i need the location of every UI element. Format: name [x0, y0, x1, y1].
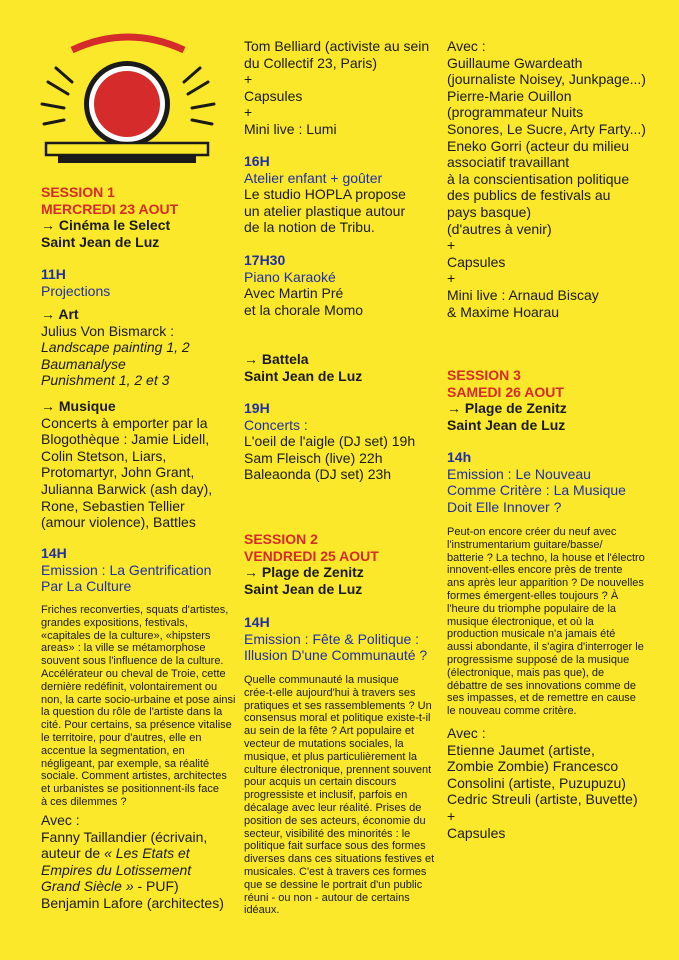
para-line: areas» : la ville se métamorphose [41, 642, 206, 655]
session-label: SESSION 1 [41, 184, 115, 200]
para-line: le nouveau comme critère. [447, 705, 577, 718]
session-2-guests [447, 38, 667, 320]
para-line: négligeant, par exemple, sa réalité [41, 757, 210, 770]
musique-line: Concerts à emporter par la [41, 414, 208, 431]
slot-title: Atelier enfant + goûter [244, 169, 383, 186]
para-line: musicales. C'est à travers ces formes [244, 865, 427, 878]
para-line: progressisme supposé de la musique [447, 653, 630, 666]
session-label: SESSION 2 [244, 531, 318, 547]
text-line: Pierre-Marie Ouillon [447, 87, 572, 104]
session-1-header [41, 184, 231, 250]
para-line: aussi abondante, il s'agira d'interroger le [447, 641, 644, 654]
para-line: Peut-on encore créer du neuf avec [447, 526, 617, 538]
concert-line: L'oeil de l'aigle (DJ set) 19h [244, 433, 416, 450]
guest-line: Capsules [447, 824, 506, 841]
session-3-header [447, 367, 667, 433]
para-line: souvent sous l'influence de la culture. [41, 655, 224, 668]
para-line: idéaux. [244, 904, 280, 917]
guest-book-title: Empires du Lotissement [41, 861, 192, 878]
slot-title: Projections [41, 282, 111, 299]
art-work: Baumanalyse [41, 355, 126, 372]
venue: → Battela [244, 351, 309, 367]
time-label: 14H [41, 545, 67, 561]
musique-line: (amour violence), Battles [41, 514, 196, 531]
guests-list [41, 812, 241, 912]
venue-battela [244, 351, 444, 384]
musique-section [41, 398, 231, 531]
session-2-header [244, 531, 444, 597]
para-line: Accélérateur ou cheval de Troie, cette [41, 667, 226, 680]
description-paragraph [41, 604, 241, 809]
para-line: ans après leur apparition ? De nouvelles [447, 577, 644, 590]
para-line: sociale. Comment artistes, architectes [41, 770, 227, 783]
slot-desc: Le studio HOPLA propose [244, 186, 406, 203]
text-line: (programmateur Nuits [447, 104, 584, 121]
para-line: et urbanistes se positionnent-ils face [41, 783, 219, 796]
venue-city: Saint Jean de Luz [41, 233, 160, 250]
slot-16h [244, 153, 444, 236]
musique-line: Protomartyr, John Grant, [41, 464, 195, 481]
guest-line: Consolini (artiste, Puzupuzu) [447, 774, 626, 791]
para-line: au sein de la fête ? Art populaire et [244, 725, 415, 738]
para-line: pour acquis un certain discours [244, 776, 397, 789]
guest-line [41, 845, 241, 862]
text-line: des publics de festivals au [447, 187, 611, 204]
para-line: grandes expositions, festivals, [41, 616, 188, 629]
time-label: 17H30 [244, 252, 286, 268]
para-line: à ces dilemmes ? [41, 795, 127, 808]
para-line: crée-t-elle aujourd'hui à travers ses [244, 686, 416, 699]
sun-dome-logo-icon [38, 32, 218, 164]
para-line: réuni - ou non - autour de certains [244, 891, 410, 904]
emission-title: Par La Culture [41, 578, 132, 595]
text-line: + [447, 237, 456, 254]
session-label: SESSION 3 [447, 367, 521, 383]
slot-14h [447, 449, 667, 515]
text-line: pays basque) [447, 203, 532, 220]
guest-line: + [447, 807, 456, 824]
para-line: formes émergent-elles toujours ? À [447, 589, 619, 602]
description-paragraph [244, 674, 444, 917]
guests-list [447, 725, 667, 841]
slot-desc: Avec Martin Pré [244, 285, 344, 302]
session-date: VENDREDI 25 AOUT [244, 547, 379, 564]
venue: → Cinéma le Select [41, 217, 171, 234]
musique-line: Julianna Barwick (ash day), [41, 480, 213, 497]
text-line: Tom Belliard (activiste au sein [244, 38, 430, 54]
text-line: Mini live : Arnaud Biscay [447, 286, 599, 303]
slot-14h [41, 545, 231, 595]
session-date: SAMEDI 26 AOUT [447, 383, 564, 400]
para-line: «capitales de la culture», «hipsters [41, 629, 211, 642]
para-line: culture électronique, prennent souvent [244, 763, 432, 776]
guest-book-title: « Les Etats et [104, 845, 190, 862]
para-line: Quelle communauté la musique [244, 674, 399, 686]
time-label: 16H [244, 153, 270, 169]
para-line: position de ses acteurs, économie du [244, 814, 426, 827]
para-line: consensus moral et politique existe-t-il [244, 712, 431, 725]
time-label: 14h [447, 449, 472, 465]
text-line: du Collectif 23, Paris) [244, 54, 378, 71]
art-section [41, 306, 231, 389]
session-1-continued [244, 38, 444, 138]
art-heading: → Art [41, 306, 79, 322]
guest-text: auteur de [41, 845, 105, 862]
art-work: Landscape painting 1, 2 [41, 339, 190, 356]
emission-title: Emission : Le Nouveau [447, 465, 591, 482]
slot-desc: et la chorale Momo [244, 301, 364, 318]
venue-city: Saint Jean de Luz [447, 416, 566, 433]
musique-line: Blogothèque : Jamie Lidell, [41, 431, 210, 448]
venue: → Plage de Zenitz [447, 400, 567, 417]
musique-line: Rone, Sebastien Tellier [41, 497, 185, 514]
para-line: (électronique, mais pas que), de [447, 666, 605, 679]
text-line: Capsules [244, 87, 303, 104]
slot-title: Concerts : [244, 416, 308, 433]
para-line: secteur, visibilité des minorités : le [244, 827, 411, 840]
text-line: + [447, 270, 456, 287]
para-line: Friches reconverties, squats d'artistes, [41, 604, 229, 616]
text-line: + [244, 104, 253, 121]
art-work: Punishment 1, 2 et 3 [41, 372, 170, 389]
text-line: Guillaume Gwardeath [447, 54, 583, 71]
slot-19h [244, 400, 444, 483]
text-line: (d'autres à venir) [447, 220, 552, 237]
art-artist: Julius Von Bismarck : [41, 322, 175, 339]
avec-label: Avec : [447, 725, 486, 741]
description-paragraph [447, 526, 667, 718]
para-line: le territoire, pour d'autres, elle en [41, 731, 202, 744]
para-line: politique fait surface sous des formes [244, 840, 426, 853]
para-line: l'heure du triomphe populaire de la [447, 602, 617, 615]
para-line: la question du rôle de l'artiste dans la [41, 706, 223, 719]
para-line: non, la carte socio-urbaine et pose ainsi [41, 693, 236, 706]
emission-title: Illusion D'une Communauté ? [244, 647, 428, 664]
para-line: innovent-elles encore près de trente [447, 564, 623, 577]
text-line: + [244, 71, 253, 88]
guest-line: Zombie Zombie) Francesco [447, 758, 619, 775]
text-line: (journaliste Noisey, Junkpage...) [447, 71, 646, 88]
time-label: 11H [41, 266, 66, 282]
guest-line: Benjamin Lafore (architectes) [41, 894, 224, 911]
text-line: associatif travaillant [447, 154, 570, 171]
musique-line: Colin Stetson, Liars, [41, 447, 167, 464]
para-line: musique, et plus particulièrement la [244, 750, 418, 763]
text-line: Sonores, Le Sucre, Arty Farty...) [447, 120, 646, 137]
slot-title: Piano Karaoké [244, 268, 336, 285]
para-line: musique électronique, et où la [447, 615, 594, 628]
para-line: cité. Pour certains, sa présence vitalise [41, 719, 232, 732]
emission-title: Emission : La Gentrification [41, 561, 212, 578]
para-line: que se dessine le portrait d'un public [244, 878, 423, 891]
venue-city: Saint Jean de Luz [244, 367, 363, 384]
para-line: diverses dans ces situations festives et [244, 853, 435, 866]
guest-line [41, 878, 241, 895]
slot-17h30 [244, 252, 444, 318]
slot-11h [41, 266, 231, 299]
para-line: ses impasses, et de remettre en cause [447, 692, 636, 705]
emission-title: Comme Critère : La Musique [447, 482, 626, 499]
text-line: Capsules [447, 253, 506, 270]
avec-label: Avec : [41, 812, 80, 828]
para-line: vecteur de mutations sociales, la [244, 737, 404, 750]
para-line: batterie ? La techno, la house et l'électro [447, 551, 645, 564]
para-line: l'instrumentarium guitare/basse/ [447, 538, 603, 551]
para-line: accentue la segmentation, en [41, 744, 185, 757]
guest-line: Fanny Taillandier (écrivain, [41, 828, 208, 845]
guest-line: Etienne Jaumet (artiste, [447, 741, 595, 758]
concert-line: Baleaonda (DJ set) 23h [244, 466, 392, 483]
para-line: décalage avec leur réalité. Prises de [244, 801, 422, 814]
guest-line: Cedric Streuli (artiste, Buvette) [447, 791, 638, 808]
venue: → Plage de Zenitz [244, 564, 364, 581]
para-line: progressiste et inclusif, parfois en [244, 789, 408, 802]
para-line: pratiques et ses rassemblements ? Un [244, 699, 432, 712]
time-label: 14H [244, 614, 270, 630]
session-date: MERCREDI 23 AOUT [41, 200, 179, 217]
emission-title: Doit Elle Innover ? [447, 498, 562, 515]
concert-line: Sam Fleisch (live) 22h [244, 449, 383, 466]
musique-heading: → Musique [41, 398, 116, 414]
para-line: production musicale n'a jamais été [447, 628, 616, 641]
text-line: Eneko Gorri (acteur du milieu [447, 137, 630, 154]
text-line: Avec : [447, 38, 486, 54]
text-line: Mini live : Lumi [244, 120, 337, 137]
guest-text: - PUF) [133, 878, 179, 895]
slot-14h [244, 614, 444, 664]
para-line: dernière redéfinit, volontairement ou [41, 680, 218, 693]
text-line: & Maxime Hoarau [447, 303, 560, 320]
para-line: débattre de ses innovations comme de [447, 679, 636, 692]
slot-desc: de la notion de Tribu. [244, 219, 375, 236]
slot-desc: un atelier plastique autour [244, 202, 406, 219]
text-line: à la conscientisation politique [447, 170, 630, 187]
emission-title: Emission : Fête & Politique : [244, 630, 420, 647]
guest-book-title: Grand Siècle » [41, 878, 134, 895]
time-label: 19H [244, 400, 270, 416]
venue-city: Saint Jean de Luz [244, 580, 363, 597]
